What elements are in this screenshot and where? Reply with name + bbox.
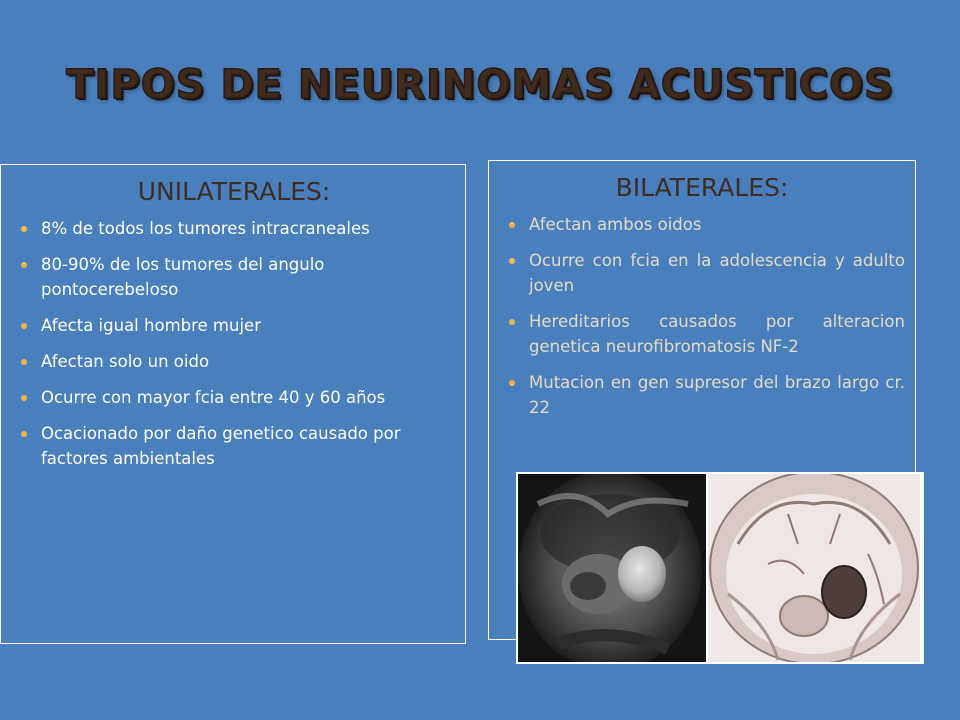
list-item <box>525 309 905 359</box>
list-item <box>37 216 451 241</box>
list-item-text: Afectan ambos oidos <box>529 215 702 234</box>
list-item-text: Hereditarios causados por alteracion genetica neurofibromatosis NF-2 <box>529 312 905 356</box>
list-item <box>525 212 905 237</box>
list-item-text: 8% de todos los tumores intracraneales <box>41 219 370 238</box>
list-item <box>37 421 451 471</box>
brain-anatomy-image <box>708 474 920 662</box>
list-item <box>37 252 451 302</box>
list-item-text: Afectan solo un oido <box>41 352 210 371</box>
list-item-text: Afecta igual hombre mujer <box>41 316 261 335</box>
list-item <box>37 349 451 374</box>
medical-images <box>516 472 924 664</box>
list-item <box>37 385 451 410</box>
bilateral-list <box>525 212 905 420</box>
bullet-icon <box>509 258 515 264</box>
list-item-text: Ocurre con fcia en la adolescencia y adulto joven <box>529 251 905 295</box>
unilateral-list <box>37 216 451 471</box>
list-item-text: Ocurre con mayor fcia entre 40 y 60 años <box>41 388 386 407</box>
bullet-icon <box>509 222 515 228</box>
bullet-icon <box>21 395 27 401</box>
slide-title: TIPOS DE NEURINOMAS ACUSTICOS <box>66 62 894 108</box>
unilateral-heading: UNILATERALES: <box>137 177 331 206</box>
bullet-icon <box>21 262 27 268</box>
bullet-icon <box>21 359 27 365</box>
bullet-icon <box>509 319 515 325</box>
bullet-icon <box>509 380 515 386</box>
list-item <box>525 370 905 420</box>
bilateral-heading: BILATERALES: <box>615 173 789 202</box>
list-item-text: Ocacionado por daño genetico causado por factores ambientales <box>41 424 401 468</box>
bullet-icon <box>21 323 27 329</box>
bullet-icon <box>21 226 27 232</box>
list-item <box>37 313 451 338</box>
list-item-text: 80-90% de los tumores del angulo pontocerebeloso <box>41 255 325 299</box>
bullet-icon <box>21 431 27 437</box>
mri-scan-image <box>518 474 706 662</box>
list-item-text: Mutacion en gen supresor del brazo largo cr. 22 <box>529 373 905 417</box>
unilateral-panel <box>0 164 466 644</box>
list-item <box>525 248 905 298</box>
